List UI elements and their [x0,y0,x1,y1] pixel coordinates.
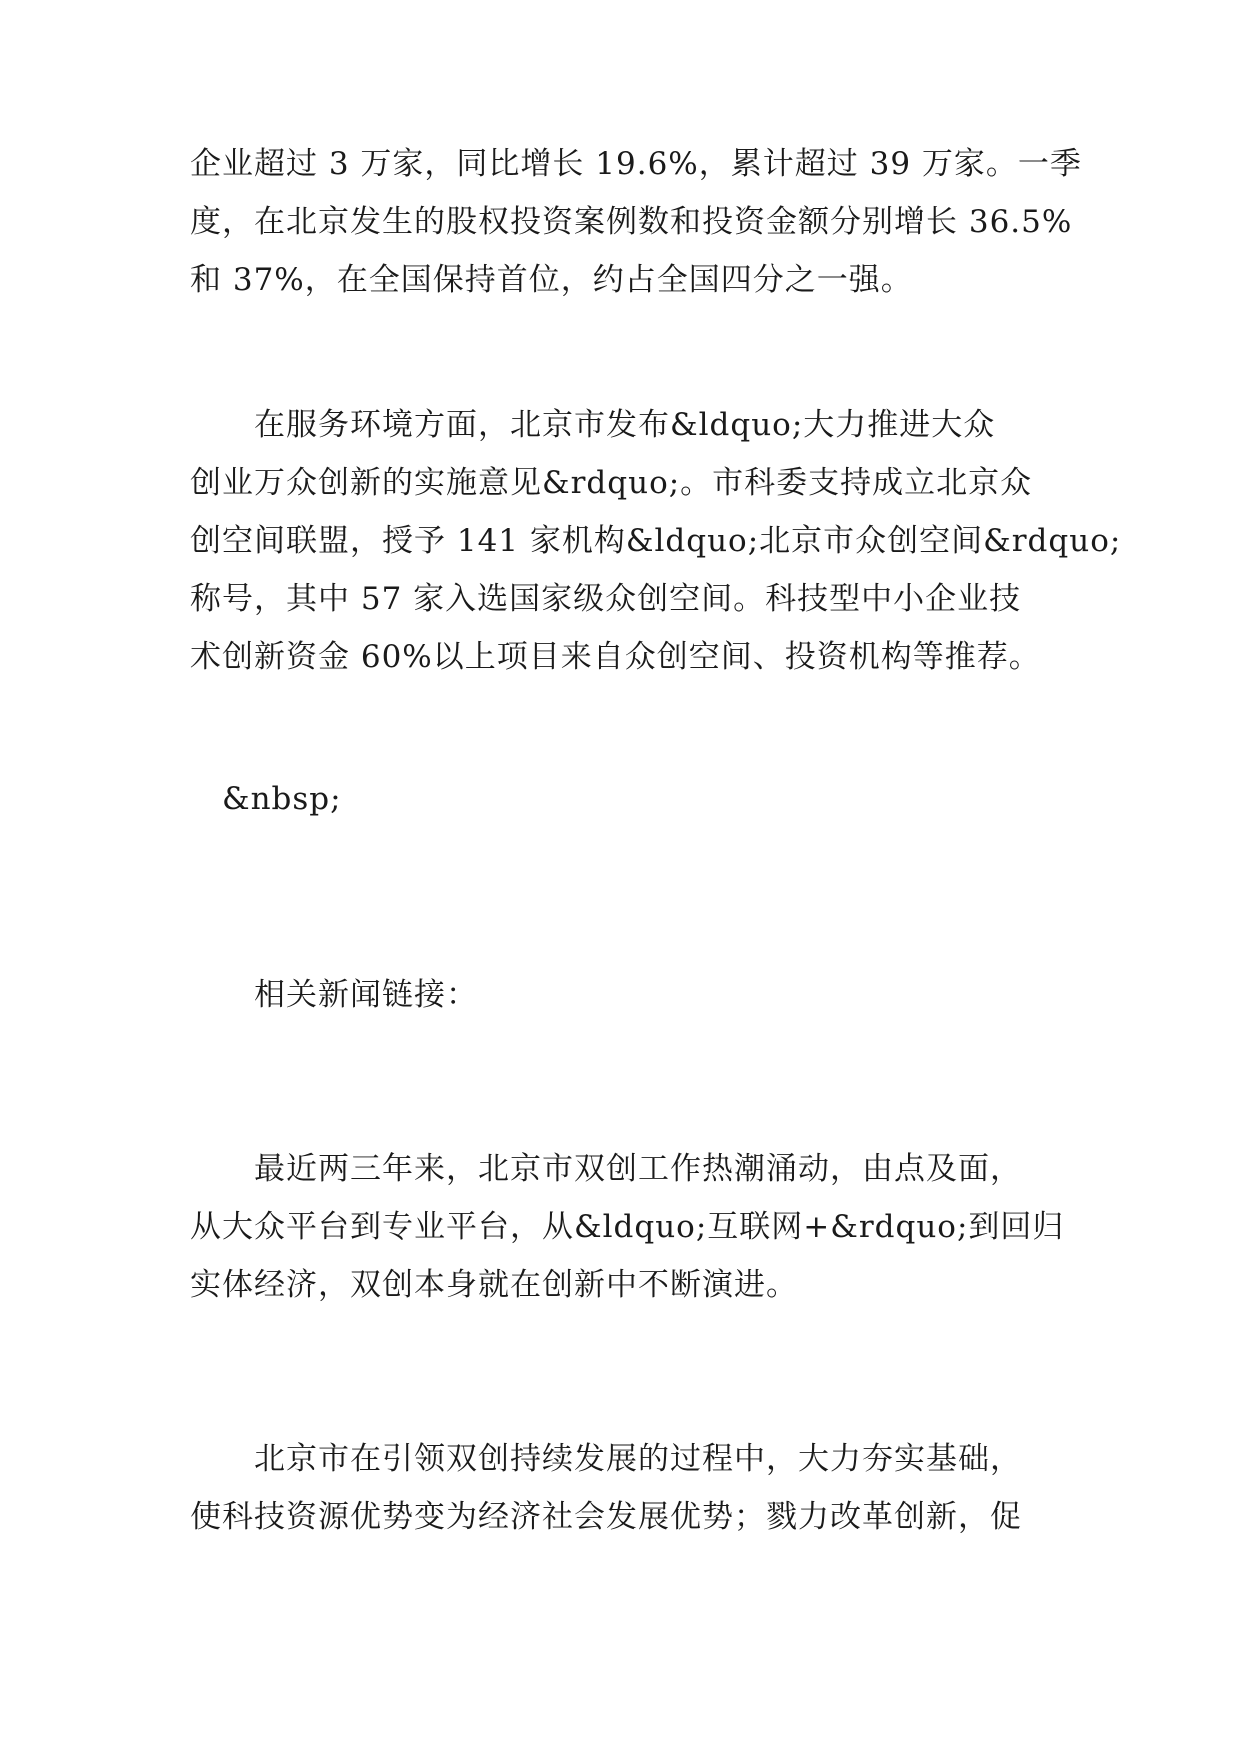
text-line: 北京市在引领双创持续发展的过程中，大力夯实基础， [190,1441,1022,1477]
text-line: 度，在北京发生的股权投资案例数和投资金额分别增长 36.5% [190,204,1073,240]
text-line: 在服务环境方面，北京市发布&ldquo;大力推进大众 [190,407,996,443]
text-line: 使科技资源优势变为经济社会发展优势；戮力改革创新，促 [190,1499,1022,1535]
text-line: 和 37%，在全国保持首位，约占全国四分之一强。 [190,262,913,298]
text-line: &nbsp; [190,781,342,817]
paragraph-service-environment [190,396,1122,686]
text-line: 最近两三年来，北京市双创工作热潮涌动，由点及面， [190,1151,1022,1187]
text-line: 实体经济，双创本身就在创新中不断演进。 [190,1267,798,1303]
text-line: 术创新资金 60%以上项目来自众创空间、投资机构等推荐。 [190,639,1041,675]
text-line: 称号，其中 57 家入选国家级众创空间。科技型中小企业技 [190,581,1022,617]
text-line: 创空间联盟，授予 141 家机构&ldquo;北京市众创空间&rdquo; [190,523,1122,559]
text-line: 创业万众创新的实施意见&rdquo;。市科委支持成立北京众 [190,465,1033,501]
paragraph-related-news [190,966,1090,1024]
paragraph-enterprise-stats [190,135,1090,309]
text-line: 从大众平台到专业平台，从&ldquo;互联网+&rdquo;到回归 [190,1209,1065,1245]
text-line: 相关新闻链接： [190,977,478,1013]
text-line: 企业超过 3 万家，同比增长 19.6%，累计超过 39 万家。一季 [190,146,1082,182]
paragraph-recent-years [190,1140,1090,1314]
paragraph-nbsp [190,770,1090,828]
paragraph-beijing-leading [190,1430,1090,1546]
